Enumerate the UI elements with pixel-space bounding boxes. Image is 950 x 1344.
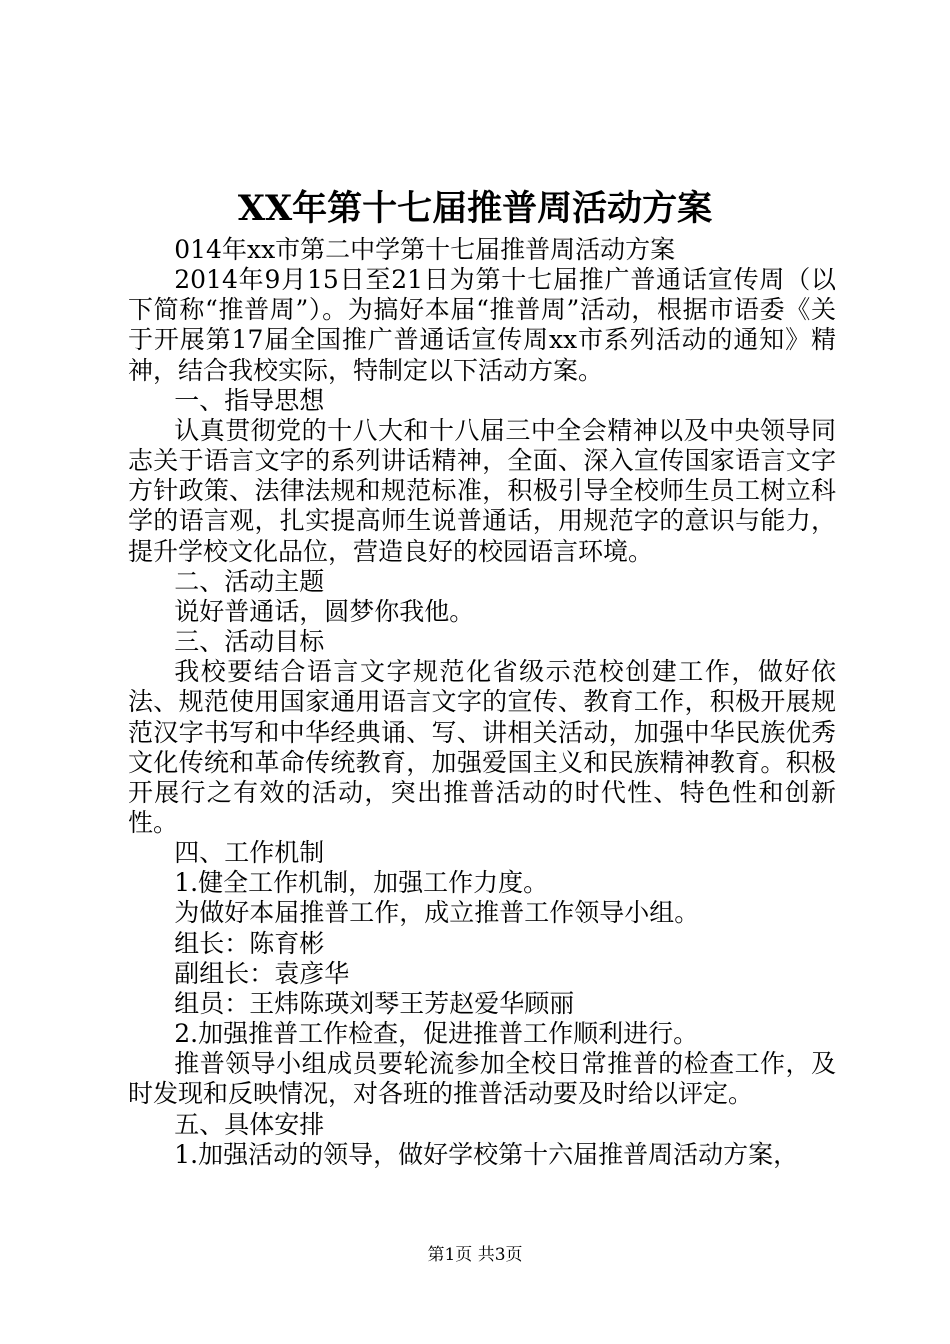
heading-activity-goals: 三、活动目标: [174, 627, 325, 657]
group-deputy-leader: 副组长：袁彦华: [174, 958, 350, 988]
paragraph-inspection: 推普领导小组成员要轮流参加全校日常推普的检查工作，及时发现和反映情况，对各班的推普活动要及时给以评定。: [128, 1049, 836, 1109]
item-mechanism-2: 2.加强推普工作检查，促进推普工作顺利进行。: [174, 1019, 699, 1049]
group-members: 组员：王炜陈瑛刘琴王芳赵爱华顾丽: [174, 988, 575, 1018]
paragraph-activity-theme: 说好普通话，圆梦你我他。: [174, 596, 475, 626]
heading-activity-theme: 二、活动主题: [174, 566, 325, 596]
paragraph-subtitle: 014年xx市第二中学第十七届推普周活动方案: [174, 235, 676, 264]
heading-specific-arrangements: 五、具体安排: [174, 1109, 325, 1139]
paragraph-guiding-ideology: 认真贯彻党的十八大和十八届三中全会精神以及中央领导同志关于语言文字的系列讲话精神，全面、深入宣传国家语言文字方针政策、法律法规和规范标准，积极引导全校师生员工树立科学的语言观，扎实提高师生说普通话，用规范字的意识与能力，提升学校文化品位，营造良好的校园语言环境。: [128, 415, 836, 566]
paragraph-leading-group: 为做好本届推普工作，成立推普工作领导小组。: [174, 898, 700, 928]
document-title: XX年第十七届推普周活动方案: [237, 188, 713, 229]
paragraph-intro: 2014年9月15日至21日为第十七届推广普通话宣传周（以下简称“推普周”）。为搞好本届“推普周”活动，根据市语委《关于开展第17届全国推广普通话宣传周xx市系列活动的通知》精神，结合我校实际，特制定以下活动方案。: [128, 265, 836, 385]
item-arrangement-1: 1.加强活动的领导，做好学校第十六届推普周活动方案，: [174, 1139, 799, 1169]
item-mechanism-1: 1.健全工作机制，加强工作力度。: [174, 868, 549, 898]
page-footer: 第1页 共3页: [427, 1245, 523, 1265]
document-body: [128, 235, 836, 1170]
heading-guiding-ideology: 一、指导思想: [174, 385, 325, 415]
paragraph-activity-goals: 我校要结合语言文字规范化省级示范校创建工作，做好依法、规范使用国家通用语言文字的宣传、教育工作，积极开展规范汉字书写和中华经典诵、写、讲相关活动，加强中华民族优秀文化传统和革命传统教育，加强爱国主义和民族精神教育。积极开展行之有效的活动，突出推普活动的时代性、特色性和创新性。: [128, 657, 836, 837]
group-leader: 组长：陈育彬: [174, 928, 325, 958]
heading-work-mechanism: 四、工作机制: [174, 838, 325, 868]
